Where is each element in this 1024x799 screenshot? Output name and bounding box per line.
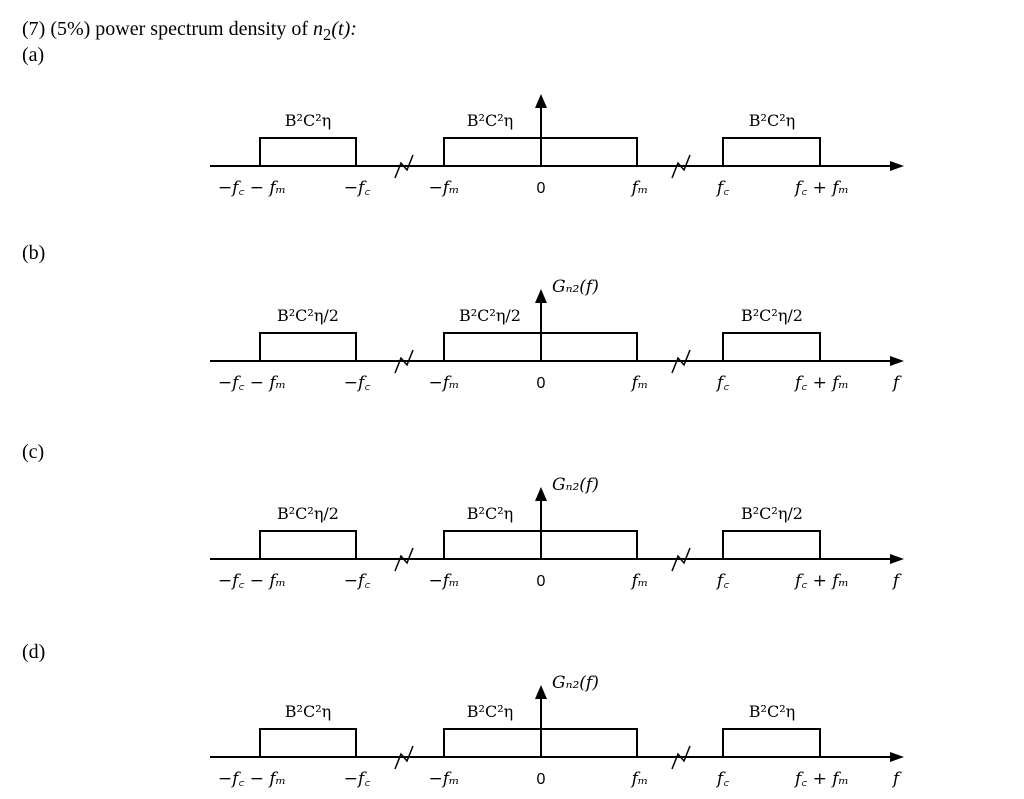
tick-fc-plus-fm: f꜀ + fₘ <box>795 373 849 393</box>
right-band-rect <box>723 333 820 361</box>
psd-panel-c <box>0 453 1024 591</box>
tick-neg-fm: −fₘ <box>428 178 460 198</box>
psd-axis-label: Gₙ₂(f) <box>552 277 599 297</box>
right-band-amplitude: B²C²η/2 <box>741 306 803 325</box>
tick-neg-fm: −fₘ <box>428 769 460 789</box>
center-band-amplitude: B²C²η <box>466 702 514 721</box>
frequency-axis-arrow <box>890 356 904 366</box>
frequency-axis-label: f <box>892 769 900 789</box>
tick-fc-plus-fm: f꜀ + fₘ <box>795 571 849 591</box>
tick-zero: 0 <box>536 771 546 788</box>
psd-axis-arrow <box>535 94 547 108</box>
tick-fc: f꜀ <box>716 373 730 393</box>
tick-fm: fₘ <box>631 571 649 591</box>
tick-fm: fₘ <box>631 178 649 198</box>
tick-neg-fc-minus-fm: −f꜀ − fₘ <box>217 769 287 789</box>
tick-neg-fc-minus-fm: −f꜀ − fₘ <box>217 178 287 198</box>
psd-axis-arrow <box>535 487 547 501</box>
left-band-amplitude: B²C²η <box>284 111 332 130</box>
frequency-axis-arrow <box>890 161 904 171</box>
left-band-rect <box>260 333 356 361</box>
tick-fc-plus-fm: f꜀ + fₘ <box>795 178 849 198</box>
tick-fm: fₘ <box>631 373 649 393</box>
psd-axis-label: Gₙ₂(f) <box>552 475 599 495</box>
question-title <box>22 18 357 45</box>
tick-zero: 0 <box>536 180 546 197</box>
left-band-amplitude: B²C²η <box>284 702 332 721</box>
psd-panel-b <box>0 255 1024 393</box>
tick-neg-fc: −f꜀ <box>343 571 371 591</box>
question-var-sub: 2 <box>323 25 332 44</box>
frequency-axis-label: f <box>892 373 900 393</box>
option-label-b: (b) <box>22 242 46 264</box>
left-band-amplitude: B²C²η/2 <box>277 306 339 325</box>
tick-neg-fc: −f꜀ <box>343 769 371 789</box>
psd-axis-label: Gₙ₂(f) <box>552 673 599 693</box>
right-band-amplitude: B²C²η/2 <box>741 504 803 523</box>
left-band-rect <box>260 138 356 166</box>
frequency-axis-arrow <box>890 752 904 762</box>
tick-neg-fc: −f꜀ <box>343 178 371 198</box>
tick-fc: f꜀ <box>716 571 730 591</box>
tick-neg-fc-minus-fm: −f꜀ − fₘ <box>217 571 287 591</box>
tick-fc: f꜀ <box>716 178 730 198</box>
question-prefix: (7) (5%) power spectrum density of <box>22 18 314 40</box>
option-label-a: (a) <box>22 44 45 66</box>
psd-panel-d <box>0 651 1024 789</box>
question-var-arg: (t): <box>331 18 357 40</box>
question-var-name: n <box>313 18 324 40</box>
center-band-amplitude: B²C²η <box>466 111 514 130</box>
left-band-amplitude: B²C²η/2 <box>277 504 339 523</box>
psd-panel-a <box>0 60 1024 198</box>
center-band-amplitude: B²C²η/2 <box>459 306 521 325</box>
tick-fc: f꜀ <box>716 769 730 789</box>
frequency-axis-label: f <box>892 571 900 591</box>
tick-neg-fm: −fₘ <box>428 373 460 393</box>
option-label-d: (d) <box>22 641 46 663</box>
right-band-amplitude: B²C²η <box>748 702 796 721</box>
psd-axis-arrow <box>535 685 547 699</box>
right-band-rect <box>723 138 820 166</box>
tick-neg-fm: −fₘ <box>428 571 460 591</box>
psd-axis-arrow <box>535 289 547 303</box>
center-band-amplitude: B²C²η <box>466 504 514 523</box>
tick-zero: 0 <box>536 375 546 392</box>
tick-neg-fc: −f꜀ <box>343 373 371 393</box>
left-band-rect <box>260 531 356 559</box>
tick-fm: fₘ <box>631 769 649 789</box>
frequency-axis-arrow <box>890 554 904 564</box>
tick-neg-fc-minus-fm: −f꜀ − fₘ <box>217 373 287 393</box>
tick-zero: 0 <box>536 573 546 590</box>
right-band-rect <box>723 531 820 559</box>
option-label-c: (c) <box>22 441 45 463</box>
tick-fc-plus-fm: f꜀ + fₘ <box>795 769 849 789</box>
left-band-rect <box>260 729 356 757</box>
right-band-amplitude: B²C²η <box>748 111 796 130</box>
right-band-rect <box>723 729 820 757</box>
